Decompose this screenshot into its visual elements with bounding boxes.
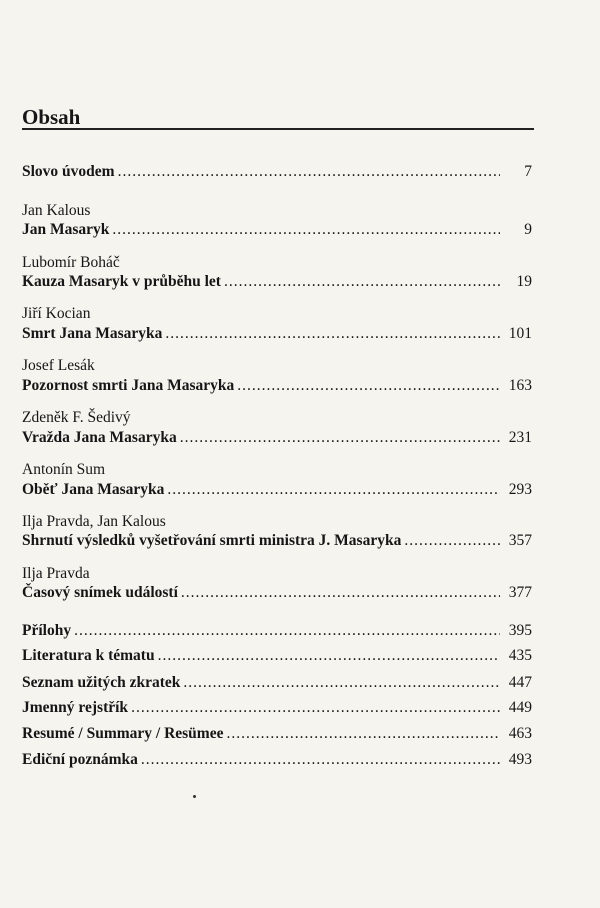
entry-title: Resumé / Summary / Resümee	[22, 725, 224, 742]
entry-author: Lubomír Boháč	[22, 254, 120, 271]
entry-page-number: 449	[508, 699, 532, 716]
entry-title: Literatura k tématu	[22, 647, 155, 664]
dot-leader	[118, 162, 500, 182]
entry-page-number: 163	[508, 377, 532, 394]
entry-page-number: 9	[524, 221, 532, 238]
dot-leader	[237, 376, 500, 396]
entry-author: Josef Lesák	[22, 357, 95, 374]
entry-page-number: 19	[516, 273, 532, 290]
entry-title: Jmenný rejstřík	[22, 699, 129, 716]
ink-speck	[193, 795, 196, 798]
dot-leader	[167, 480, 500, 500]
dot-leader	[404, 531, 500, 551]
dot-leader	[183, 673, 500, 693]
toc-entry	[22, 162, 532, 182]
entry-page-number: 493	[508, 751, 532, 768]
entry-title: Oběť Jana Masaryka	[22, 481, 165, 498]
dot-leader	[74, 621, 500, 641]
entry-page-number: 377	[508, 584, 532, 601]
toc-entry	[22, 272, 532, 292]
dot-leader	[158, 646, 500, 666]
entry-author: Zdeněk F. Šedivý	[22, 409, 131, 426]
toc-entry	[22, 621, 532, 641]
dot-leader	[224, 272, 500, 292]
entry-title: Jan Masaryk	[22, 221, 110, 238]
toc-entry	[22, 480, 532, 500]
entry-title: Přílohy	[22, 622, 72, 639]
entry-title: Slovo úvodem	[22, 163, 115, 180]
toc-entry	[22, 531, 532, 551]
dot-leader	[141, 750, 500, 770]
toc-entry	[22, 698, 532, 718]
entry-page-number: 395	[508, 622, 532, 639]
toc-entry	[22, 673, 532, 693]
toc-entry	[22, 724, 532, 744]
toc-entry	[22, 750, 532, 770]
dot-leader	[165, 324, 500, 344]
toc-entry	[22, 646, 532, 666]
entry-title: Kauza Masaryk v průběhu let	[22, 273, 221, 290]
entry-author: Antonín Sum	[22, 461, 106, 478]
entry-title: Vražda Jana Masaryka	[22, 429, 177, 446]
entry-page-number: 357	[508, 532, 532, 549]
entry-page-number: 447	[508, 674, 532, 691]
entry-author: Jan Kalous	[22, 202, 91, 219]
toc-entry	[22, 428, 532, 448]
entry-author: Ilja Pravda	[22, 565, 90, 582]
entry-title: Časový snímek událostí	[22, 584, 178, 601]
dot-leader	[131, 698, 500, 718]
entry-page-number: 231	[508, 429, 532, 446]
toc-entry	[22, 220, 532, 240]
entry-title: Seznam užitých zkratek	[22, 674, 181, 691]
heading-rule	[22, 128, 534, 130]
entry-title: Smrt Jana Masaryka	[22, 325, 163, 342]
entry-page-number: 435	[508, 647, 532, 664]
entry-page-number: 463	[508, 725, 532, 742]
entry-author: Jiří Kocian	[22, 305, 91, 322]
entry-title: Shrnutí výsledků vyšetřování smrti ministra J. Masaryka	[22, 532, 402, 549]
entry-page-number: 101	[508, 325, 532, 342]
dot-leader	[112, 220, 500, 240]
entry-author: Ilja Pravda, Jan Kalous	[22, 513, 166, 530]
toc-entry	[22, 583, 532, 603]
toc-entry	[22, 376, 532, 396]
dot-leader	[226, 724, 500, 744]
entry-page-number: 7	[524, 163, 532, 180]
entry-title: Ediční poznámka	[22, 751, 138, 768]
entry-page-number: 293	[508, 481, 532, 498]
dot-leader	[180, 428, 500, 448]
entry-title: Pozornost smrti Jana Masaryka	[22, 377, 235, 394]
toc-heading: Obsah	[22, 105, 81, 129]
toc-entry	[22, 324, 532, 344]
dot-leader	[181, 583, 500, 603]
